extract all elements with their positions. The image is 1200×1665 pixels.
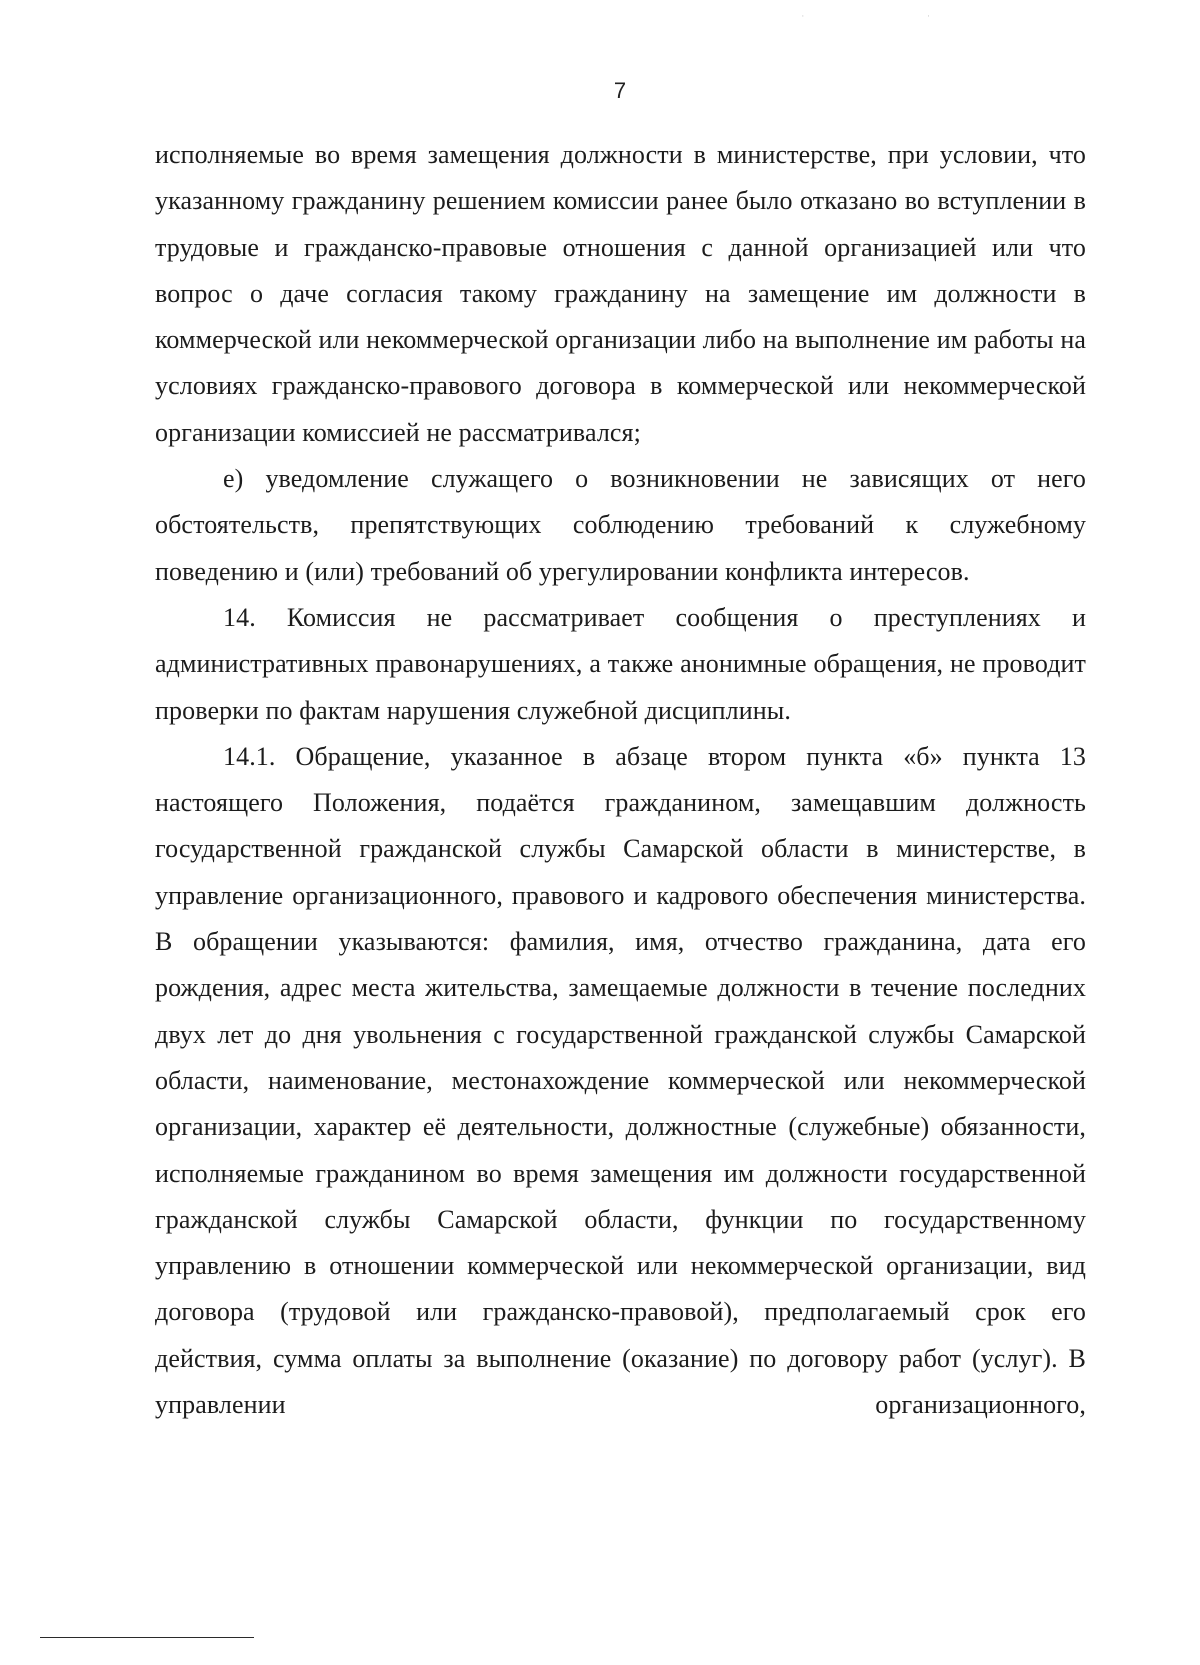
document-body (155, 132, 1086, 1428)
paragraph-item-e: е) уведомление служащего о возникновении не зависящих от него обстоятельств, препятствующих соблюдению требований к служебному поведению и (или) требований об урегулировании конфликта интересов. (155, 464, 1086, 586)
paragraph-point-14: 14. Комиссия не рассматривает сообщения о преступлениях и административных правонарушениях, а также анонимные обращения, не проводит проверки по фактам нарушения служебной дисциплины. (155, 602, 1086, 725)
scan-artifacts: · · (801, 12, 990, 22)
paragraph-continuation: исполняемые во время замещения должности в министерстве, при условии, что указанному гражданину решением комиссии ранее было отказано во вступлении в трудовые и гражданско-правовые отношения с данной организацией или что вопрос о даче согласия такому гражданину на замещение им должности в коммерческой или некоммерческой организации либо на выполнение им работы на условиях гражданско-правового договора в коммерческой или некоммерческой организации комиссией не рассматривался; (155, 140, 1086, 447)
footer-rule (40, 1637, 254, 1638)
page-number: 7 (613, 78, 627, 103)
paragraph-point-14-1: 14.1. Обращение, указанное в абзаце втором пункта «б» пункта 13 настоящего Положения, подаётся гражданином, замещавшим должность государственной гражданской службы Самарской области в министерстве, в управление организационного, правового и кадрового обеспечения министерства. В обращении указываются: фамилия, имя, отчество гражданина, дата его рождения, адрес места жительства, замещаемые должности в течение последних двух лет до дня увольнения с государственной гражданской службы Самарской области, наименование, местонахождение коммерческой или некоммерческой организации, характер её деятельности, должностные (служебные) обязанности, исполняемые гражданином во время замещения им должности государственной гражданской службы Самарской области, функции по государственному управлению в отношении коммерческой или некоммерческой организации, вид договора (трудовой или гражданско-правовой), предполагаемый срок его действия, сумма оплаты за выполнение (оказание) по договору работ (услуг). В управлении организационного, (155, 741, 1086, 1420)
